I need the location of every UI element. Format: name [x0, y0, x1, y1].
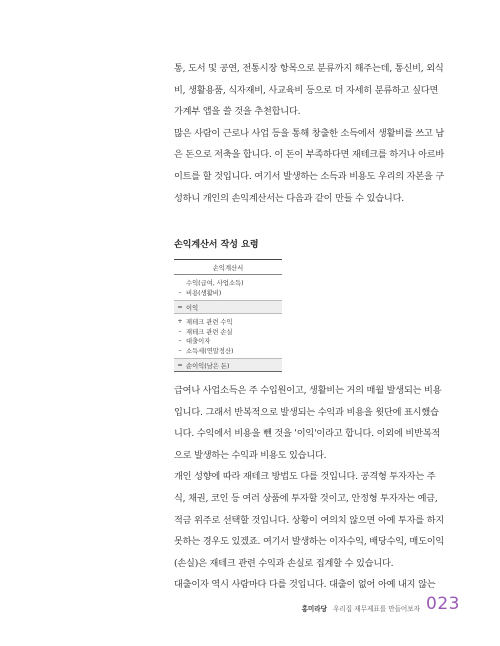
operator: –	[178, 327, 182, 335]
text-line: 니다. 수익에서 비용을 뺀 것을 '이익'이라고 합니다. 이외에 비반복적	[174, 428, 441, 440]
body-paragraph-1	[174, 58, 466, 209]
operator: –	[178, 288, 182, 296]
text-line: 은 돈으로 저축을 합니다. 이 돈이 부족하다면 재테크를 하거나 아르바	[174, 149, 445, 161]
table-row	[174, 327, 282, 337]
row-label: 비용(생활비)	[186, 289, 222, 297]
text-line: 으로 발생하는 수익과 비용도 있습니다.	[174, 449, 327, 461]
text-line: 식, 채권, 코인 등 여러 상품에 투자할 것이고, 안정형 투자자는 예금,	[174, 492, 438, 504]
text-line: 많은 사람이 근로나 사업 등을 통해 창출한 소득에서 생활비를 쓰고 남	[174, 127, 445, 139]
row-label: 대출이자	[186, 338, 211, 346]
income-statement-table	[174, 259, 282, 372]
row-label: 수익(급여, 사업소득)	[186, 280, 244, 288]
page-number: 023	[426, 594, 460, 614]
row-label: 순이익(남은 돈)	[186, 362, 230, 370]
text-line: 급여나 사업소득은 주 수입원이고, 생활비는 거의 매월 발생되는 비용	[174, 385, 442, 396]
row-label: 이익	[186, 304, 199, 312]
text-line: 비, 생활용품, 식자재비, 사교육비 등으로 더 자세히 분류하고 싶다면	[174, 84, 439, 96]
body-paragraph-2	[174, 380, 466, 596]
row-label: 소득세(연말정산)	[186, 347, 234, 355]
footer-book-title: 우리집 재무제표를 만들어보자	[333, 605, 421, 613]
table-row	[174, 278, 282, 288]
operator: –	[178, 337, 182, 345]
operator: =	[177, 303, 183, 311]
page-footer	[302, 596, 460, 613]
text-line: 대출이자 역시 사람마다 다를 것입니다. 대출이 없어 아예 내지 않는	[174, 579, 436, 591]
section-title: 손익계산서 작성 요령	[174, 240, 259, 250]
table-row	[174, 336, 282, 346]
table-header: 손익계산서	[174, 259, 282, 275]
text-line: 개인 성향에 따라 재테크 방법도 다를 것입니다. 공격형 투자자는 주	[174, 471, 436, 483]
text-line: 적금 위주로 선택할 것입니다. 상황이 여의치 않으면 아예 투자를 하지	[174, 514, 445, 526]
text-line: 입니다. 그래서 반복적으로 발생되는 수익과 비용을 윗단에 표시했습	[174, 406, 439, 418]
operator: +	[177, 318, 183, 326]
table-row	[174, 317, 282, 327]
text-line: 못하는 경우도 있겠죠. 여기서 발생하는 이자수익, 배당수익, 매도이익	[174, 536, 445, 548]
operator: =	[177, 361, 183, 369]
result-row	[174, 300, 282, 314]
text-line: (손실)은 재테크 관련 수익과 손실로 집계할 수 있습니다.	[174, 557, 394, 569]
row-label: 재테크 관련 손실	[186, 328, 233, 336]
table-row	[174, 346, 282, 356]
operator: –	[178, 346, 182, 354]
text-line: 통, 도서 및 공연, 전통시장 항목으로 분류까지 해주는데, 통신비, 외식	[174, 63, 444, 74]
footer-brand: 홍미라당	[301, 605, 328, 613]
result-row	[174, 358, 282, 372]
text-line: 가계부 앱을 쓸 것을 추천합니다.	[174, 106, 301, 118]
table-row	[174, 288, 282, 298]
text-line: 성하니 개인의 손익계산서는 다음과 같이 만들 수 있습니다.	[174, 192, 404, 204]
row-label: 재테크 관련 수익	[186, 319, 233, 327]
text-line: 이트를 할 것입니다. 여기서 발생하는 소득과 비용도 우리의 자본을 구	[174, 170, 445, 182]
